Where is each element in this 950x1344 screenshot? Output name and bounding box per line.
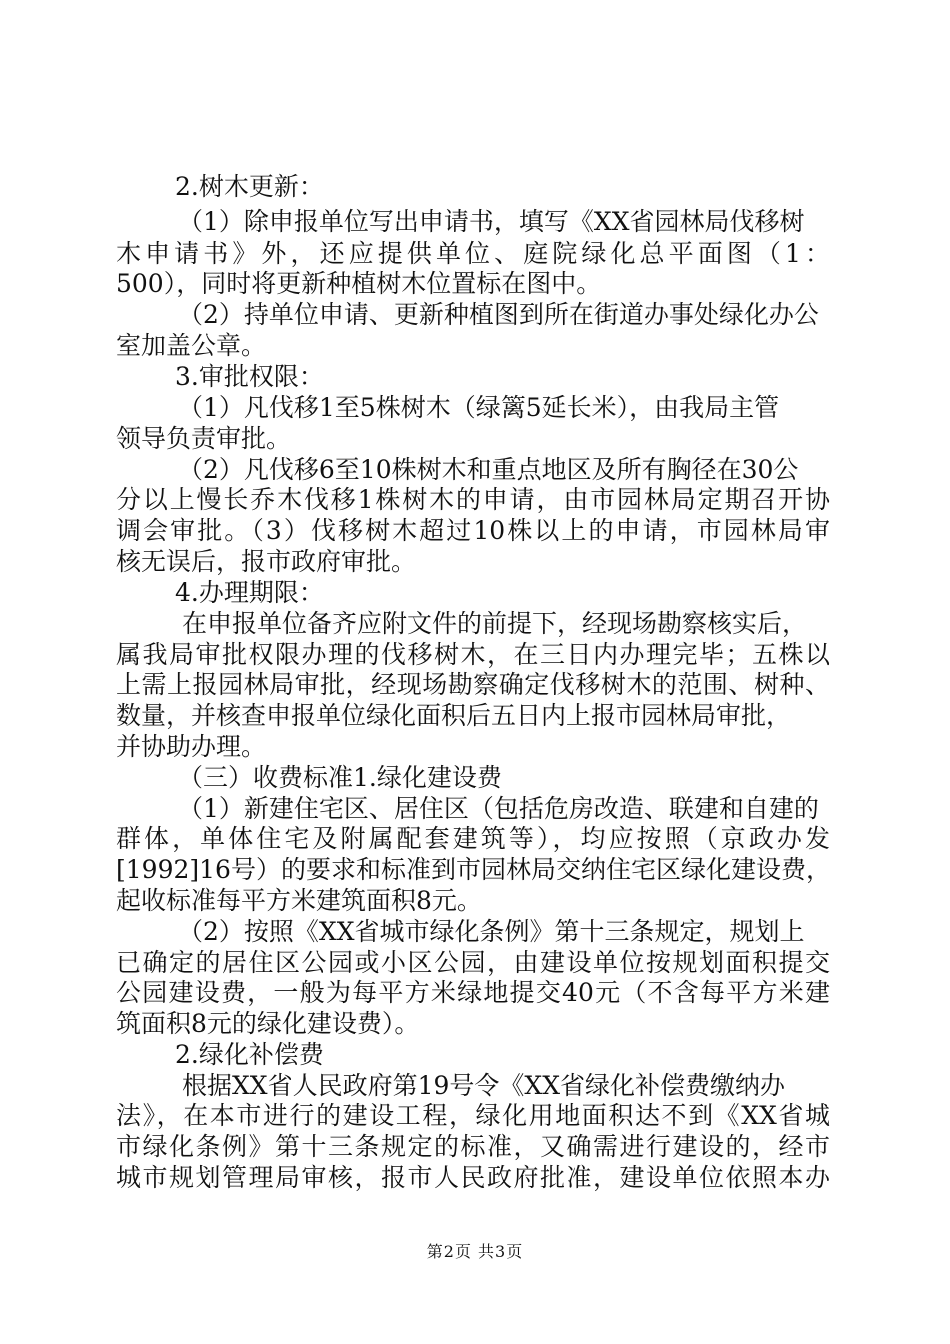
section-heading: （三）收费标准1.绿化建设费 <box>178 763 502 792</box>
paragraph-line: （2）持单位申请、更新种植图到所在街道办事处绿化办公 <box>178 300 819 329</box>
paragraph-line: 核无误后，报市政府审批。 <box>116 547 417 576</box>
paragraph-line: 筑面积8元的绿化建设费）。 <box>116 1009 420 1038</box>
paragraph-line: 领导负责审批。 <box>116 424 292 453</box>
paragraph-line: 在申报单位备齐应附文件的前提下，经现场勘察核实后， <box>182 609 808 638</box>
paragraph-line: 数量，并核查申报单位绿化面积后五日内上报市园林局审批， <box>116 701 792 730</box>
paragraph-line: 调会审批。（3）伐移树木超过10株以上的申请，市园林局审 <box>116 516 830 545</box>
paragraph-line: 上需上报园林局审批，经现场勘察确定伐移树木的范围、树种、 <box>116 670 830 699</box>
paragraph-line: [1992]16号）的要求和标准到市园林局交纳住宅区绿化建设费， <box>116 855 831 884</box>
paragraph-line: 分以上慢长乔木伐移1株树木的申请，由市园林局定期召开协 <box>116 485 830 514</box>
paragraph-line: 法》，在本市进行的建设工程，绿化用地面积达不到《XX省城 <box>116 1101 830 1130</box>
section-heading: 2.绿化补偿费 <box>175 1040 324 1069</box>
paragraph-line: 500），同时将更新种植树木位置标在图中。 <box>116 269 602 298</box>
paragraph-line: 市绿化条例》第十三条规定的标准，又确需进行建设的，经市 <box>116 1132 830 1161</box>
section-heading: 2.树木更新： <box>175 172 324 201</box>
paragraph-line: 群体，单体住宅及附属配套建筑等），均应按照（京政办发 <box>116 824 830 853</box>
paragraph-line: 木申请书》外，还应提供单位、庭院绿化总平面图（1： <box>116 239 830 268</box>
paragraph-line: （1）新建住宅区、居住区（包括危房改造、联建和自建的 <box>178 794 819 823</box>
paragraph-line: 公园建设费，一般为每平方米绿地提交40元（不含每平方米建 <box>116 978 830 1007</box>
paragraph-line: 起收标准每平方米建筑面积8元。 <box>116 886 482 915</box>
section-heading: 4.办理期限： <box>175 578 324 607</box>
paragraph-line: 室加盖公章。 <box>116 331 267 360</box>
section-heading: 3.审批权限： <box>175 362 324 391</box>
paragraph-line: （1）除申报单位写出申请书，填写《XX省园林局伐移树 <box>178 207 805 236</box>
paragraph-line: 城市规划管理局审核，报市人民政府批准，建设单位依照本办 <box>116 1163 830 1192</box>
paragraph-line: 属我局审批权限办理的伐移树木，在三日内办理完毕；五株以 <box>116 640 830 669</box>
paragraph-line: 根据XX省人民政府第19号令《XX省绿化补偿费缴纳办 <box>182 1071 786 1100</box>
page-number-footer: 第2页 共3页 <box>426 1242 524 1261</box>
paragraph-line: （2）凡伐移6至10株树木和重点地区及所有胸径在30公 <box>178 455 799 484</box>
paragraph-line: （1）凡伐移1至5株树木（绿篱5延长米），由我局主管 <box>178 393 780 422</box>
paragraph-line: 并协助办理。 <box>116 732 267 761</box>
paragraph-line: （2）按照《XX省城市绿化条例》第十三条规定，规划上 <box>178 917 805 946</box>
paragraph-line: 已确定的居住区公园或小区公园，由建设单位按规划面积提交 <box>116 948 830 977</box>
